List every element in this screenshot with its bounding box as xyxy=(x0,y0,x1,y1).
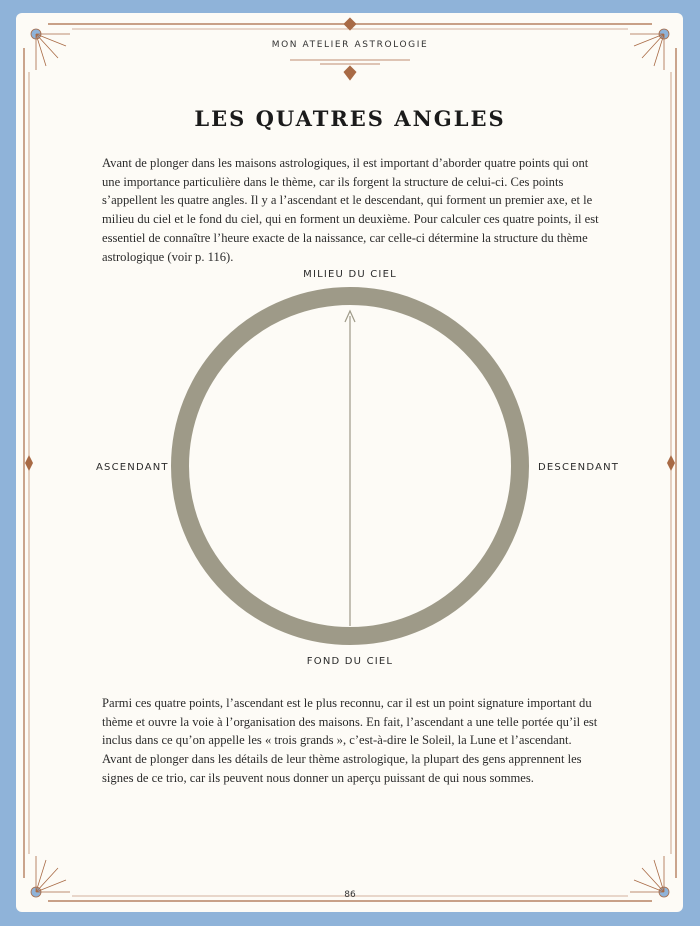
closing-paragraph: Parmi ces quatre points, l’ascendant est le plus reconnu, car il est un point signature important du thème et ouvre la voie à l’organisation des maisons. En fait, l’ascendant a une telle portée qu’il est inclus dans ce qu’on appelle les « trois grands », c’est-à-dire le Soleil, la Lune et l’ascendant. Avant de plonger dans les détails de leur thème astrologique, la plupart des gens apprennent les signes de ce trio, car ils peuvent nous donner un aperçu puissant de qui nous sommes. xyxy=(102,696,598,785)
running-header: MON ATELIER ASTROLOGIE xyxy=(271,40,429,50)
page-title: LES QUATRES ANGLES xyxy=(194,106,506,131)
label-ascendant: ASCENDANT xyxy=(96,462,169,473)
page-number: 86 xyxy=(344,890,356,900)
label-descendant: DESCENDANT xyxy=(538,462,620,473)
intro-paragraph: Avant de plonger dans les maisons astrologiques, il est important d’aborder quatre points qui ont une importance particulière dans le thème, car ils forgent la structure de celui-ci. Ces points s’appellent les quatre angles. Il y a l’ascendant et le descendant, qui forment un premier axe, et le milieu du ciel et le fond du ciel, qui en forment un deuxième. Pour calculer ces quatre points, il est essentiel de connaître l’heure exacte de la naissance, car celle-ci détermine la structure du thème astrologique (voir p. 116). xyxy=(102,156,599,264)
label-milieu-du-ciel: MILIEU DU CIEL xyxy=(303,269,397,280)
label-fond-du-ciel: FOND DU CIEL xyxy=(306,656,394,667)
